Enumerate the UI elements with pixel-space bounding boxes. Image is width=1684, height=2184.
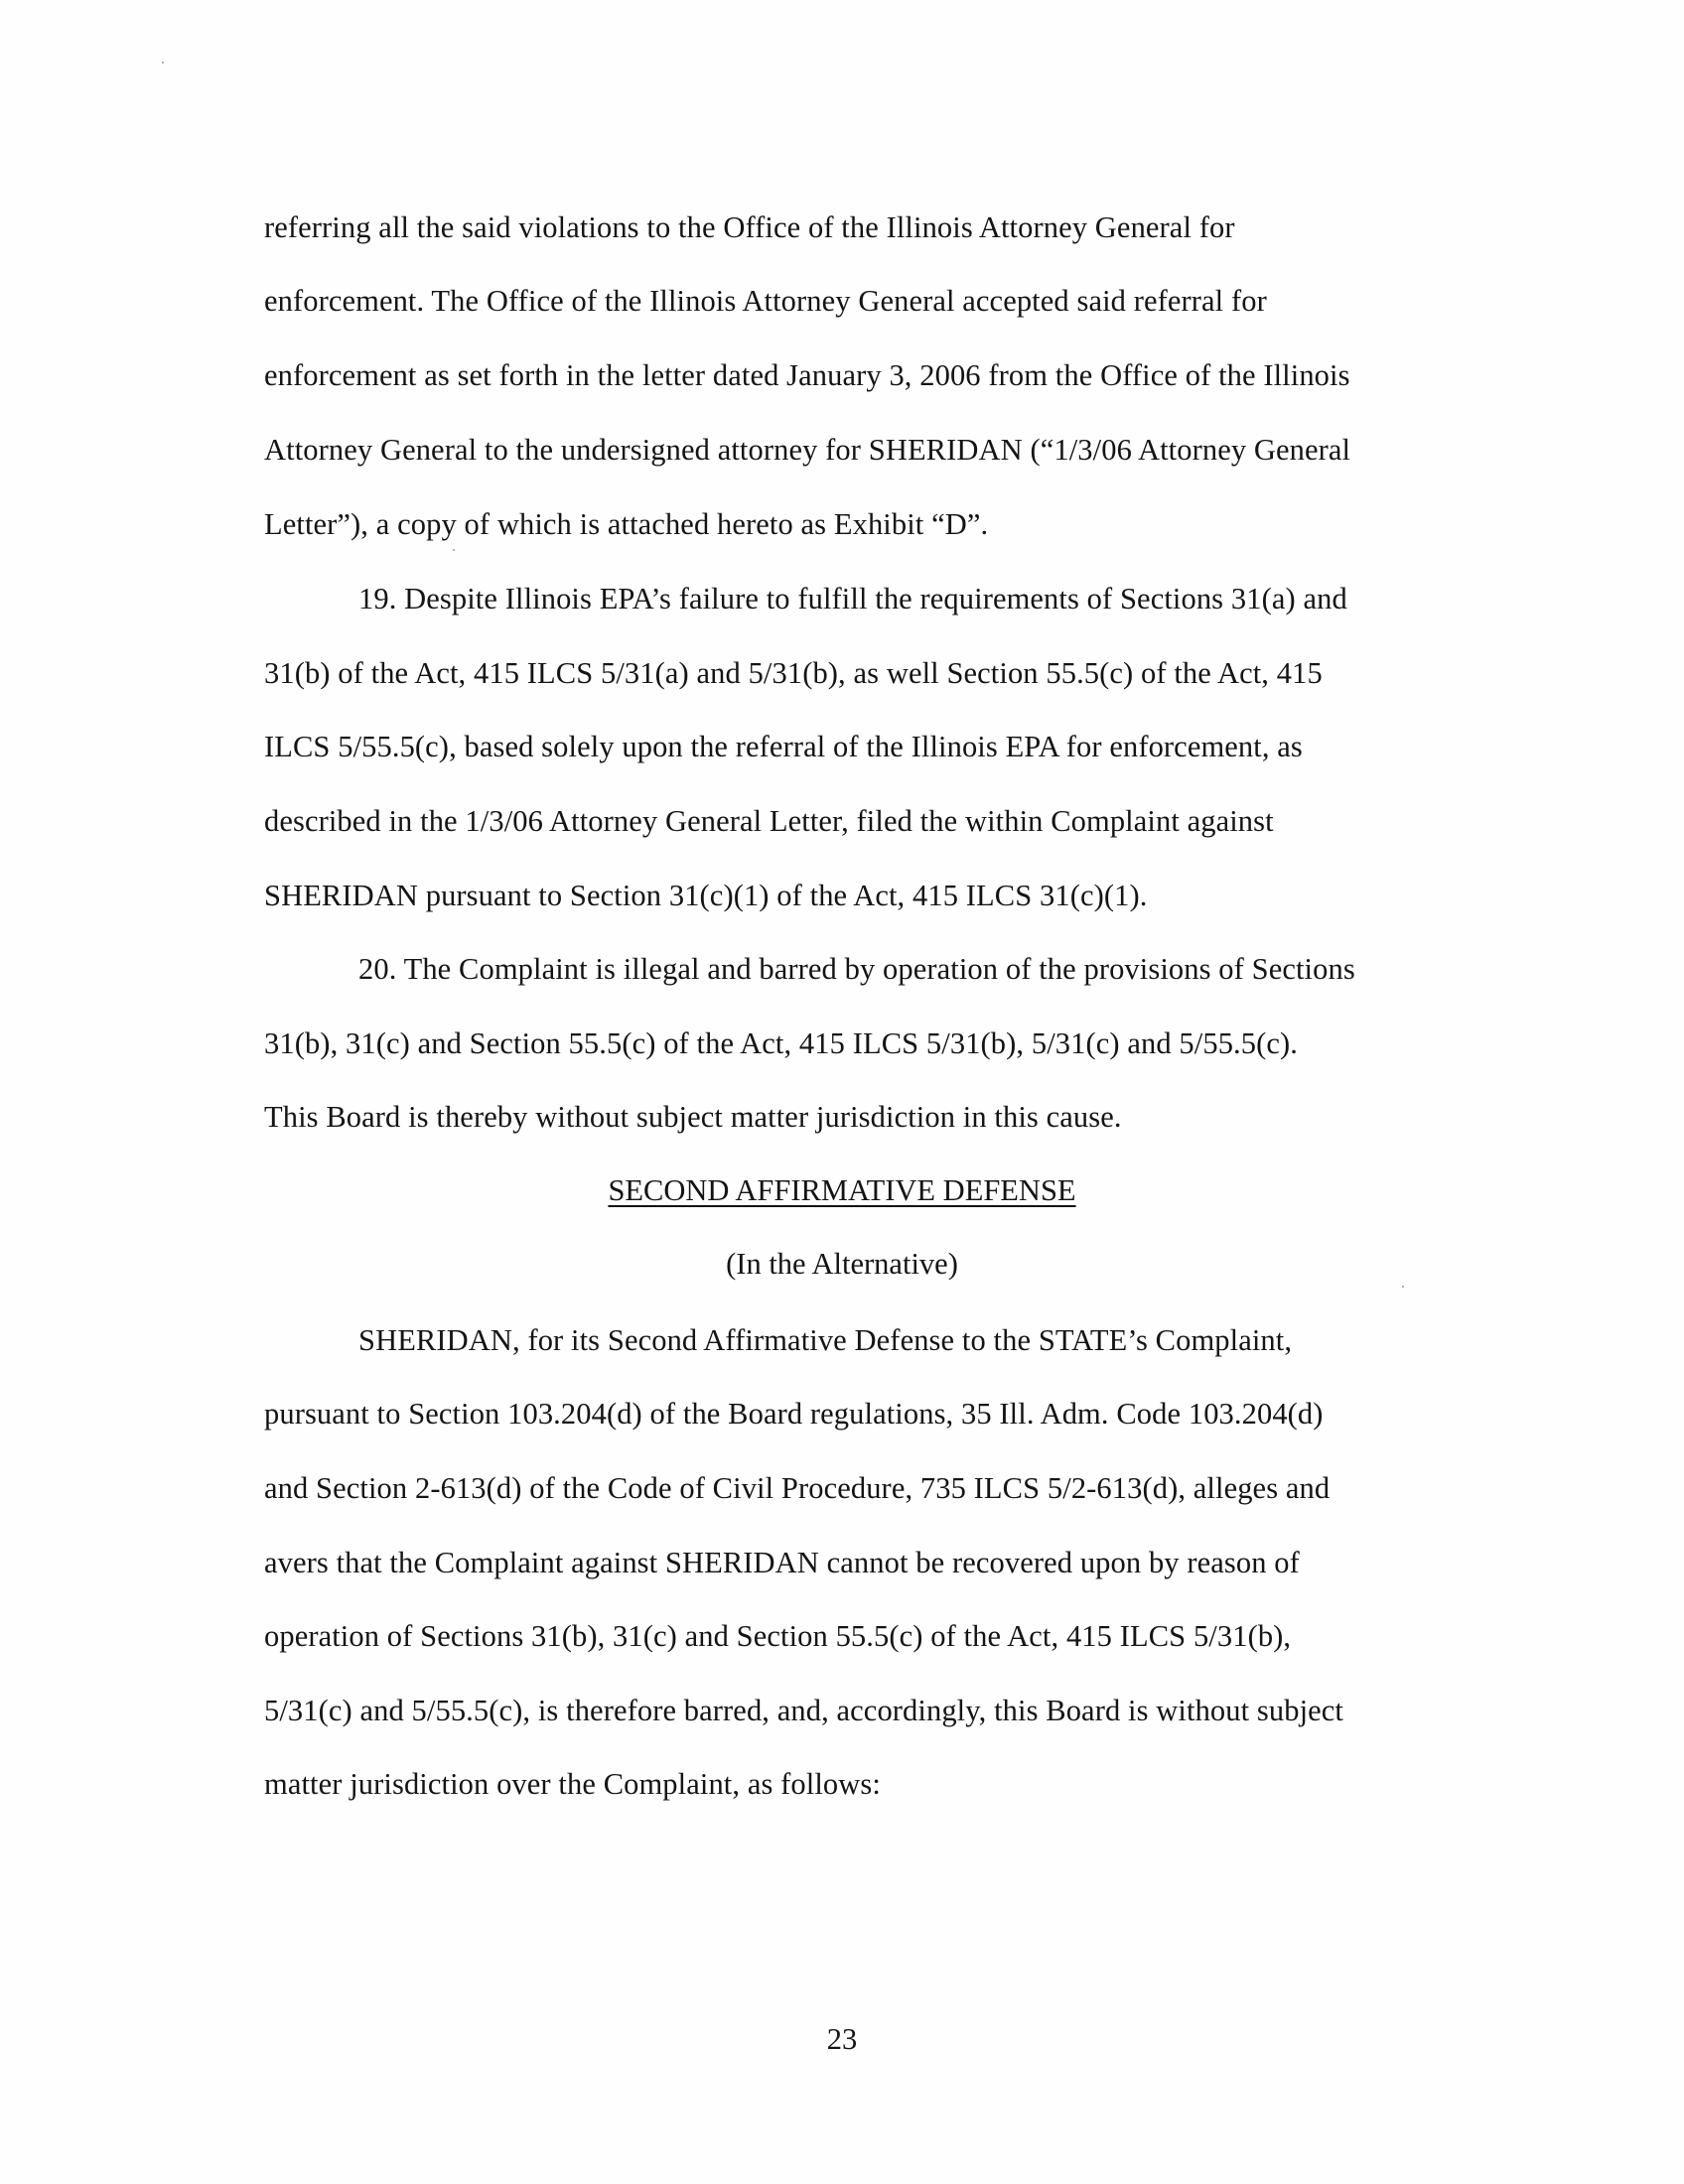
paragraph-19-first-line: 19. Despite Illinois EPA’s failure to fulfill the requirements of Sections 31(a) and bbox=[358, 582, 1347, 615]
text-line: 31(b), 31(c) and Section 55.5(c) of the Act, 415 ILCS 5/31(b), 5/31(c) and 5/55.5(c). bbox=[264, 1026, 1299, 1060]
text-line: This Board is thereby without subject matter jurisdiction in this cause. bbox=[264, 1100, 1122, 1134]
section-heading-text: SECOND AFFIRMATIVE DEFENSE bbox=[608, 1173, 1076, 1207]
text-line: enforcement as set forth in the letter dated January 3, 2006 from the Office of the Illinois bbox=[264, 358, 1350, 392]
text-line: described in the 1/3/06 Attorney General Letter, filed the within Complaint against bbox=[264, 804, 1274, 838]
text-line: ILCS 5/55.5(c), based solely upon the referral of the Illinois EPA for enforcement, as bbox=[264, 730, 1303, 763]
text-line: avers that the Complaint against SHERIDAN cannot be recovered upon by reason of bbox=[264, 1546, 1300, 1579]
text-line: matter jurisdiction over the Complaint, as follows: bbox=[264, 1767, 881, 1801]
text-line: pursuant to Section 103.204(d) of the Board regulations, 35 Ill. Adm. Code 103.204(d) bbox=[264, 1397, 1324, 1431]
text-line: 31(b) of the Act, 415 ILCS 5/31(a) and 5/31(b), as well Section 55.5(c) of the Act, 415 bbox=[264, 656, 1323, 690]
section-subheading: (In the Alternative) bbox=[726, 1247, 958, 1281]
text-line: SHERIDAN pursuant to Section 31(c)(1) of the Act, 415 ILCS 31(c)(1). bbox=[264, 879, 1148, 912]
scan-speck bbox=[453, 549, 455, 551]
text-line: operation of Sections 31(b), 31(c) and Section 55.5(c) of the Act, 415 ILCS 5/31(b), bbox=[264, 1619, 1292, 1653]
paragraph-20-first-line: 20. The Complaint is illegal and barred by operation of the provisions of Sections bbox=[358, 952, 1355, 986]
text-line: 5/31(c) and 5/55.5(c), is therefore barred, and, accordingly, this Board is without subject bbox=[264, 1694, 1344, 1727]
second-defense-first-line: SHERIDAN, for its Second Affirmative Defense to the STATE’s Complaint, bbox=[358, 1323, 1293, 1357]
text-line: Letter”), a copy of which is attached hereto as Exhibit “D”. bbox=[264, 507, 989, 541]
scan-speck bbox=[162, 62, 164, 64]
text-line: Attorney General to the undersigned attorney for SHERIDAN (“1/3/06 Attorney General bbox=[264, 433, 1351, 467]
text-line: referring all the said violations to the Office of the Illinois Attorney General for bbox=[264, 210, 1235, 244]
text-line: enforcement. The Office of the Illinois Attorney General accepted said referral for bbox=[264, 284, 1267, 318]
section-heading bbox=[0, 1173, 1684, 1207]
text-line: and Section 2-613(d) of the Code of Civil Procedure, 735 ILCS 5/2-613(d), alleges and bbox=[264, 1471, 1331, 1505]
page-number: 23 bbox=[826, 2022, 858, 2056]
scan-speck bbox=[1402, 1286, 1404, 1288]
